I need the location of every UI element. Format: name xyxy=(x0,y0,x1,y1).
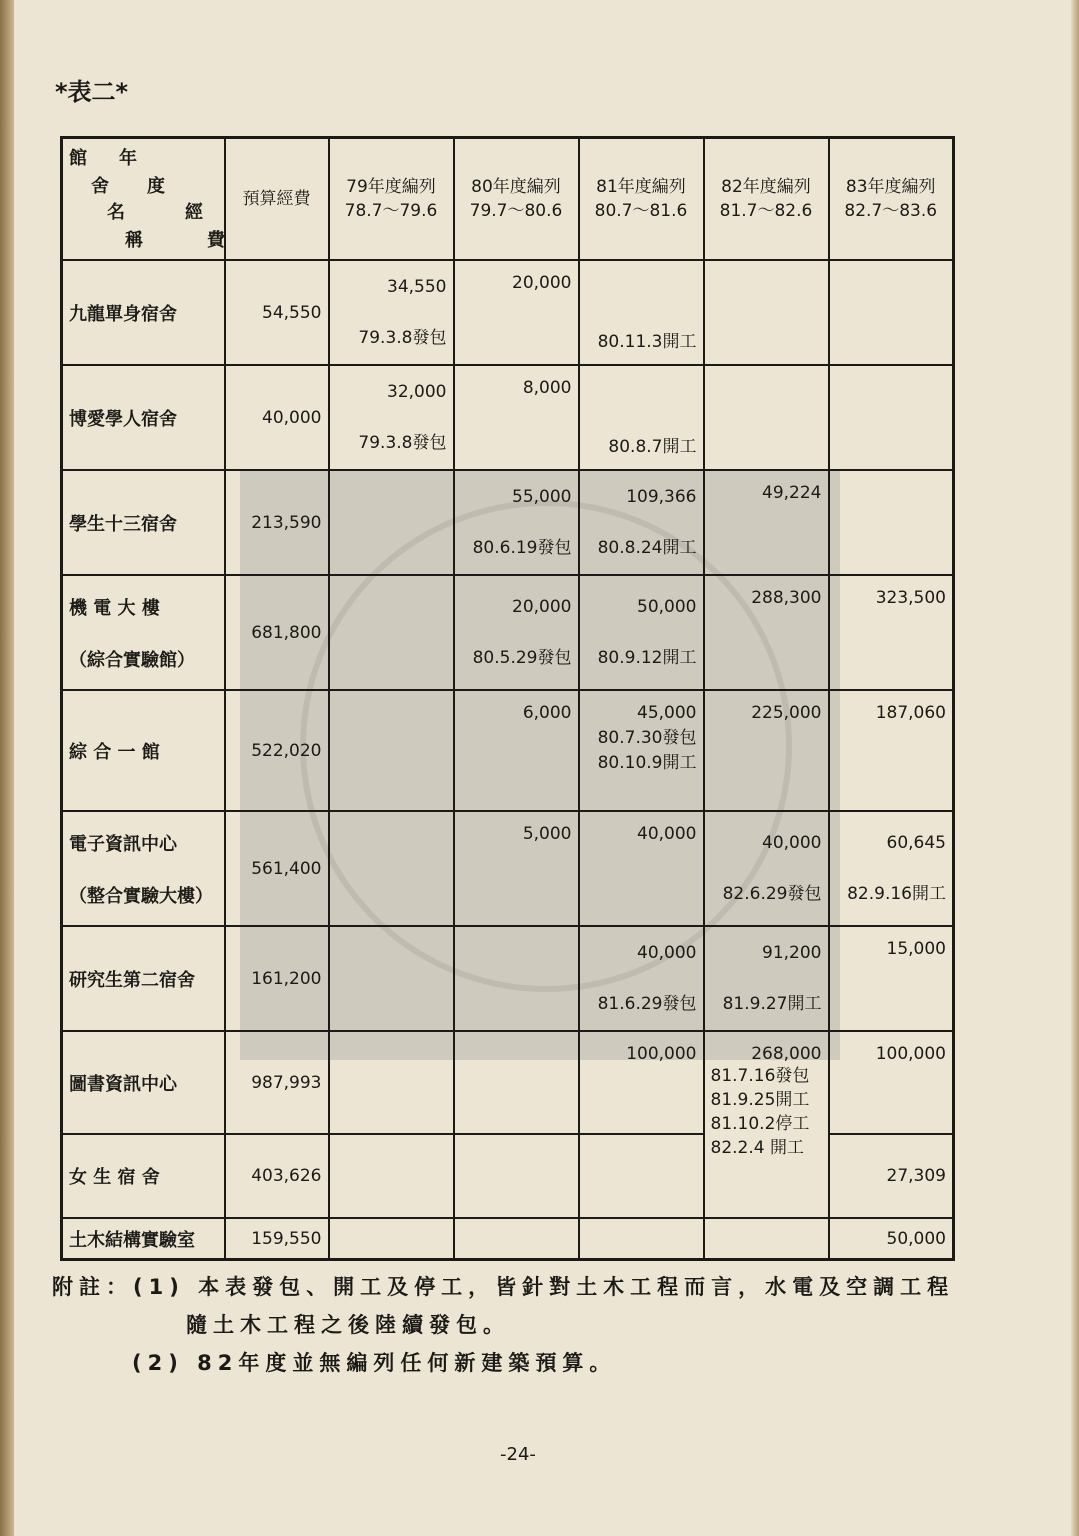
year-cell xyxy=(329,365,454,470)
year-cell xyxy=(454,470,579,575)
year-cell xyxy=(454,1134,579,1219)
milestone: 81.9.27開工 xyxy=(722,994,822,1015)
note-line-2: 隨土木工程之後陸續發包。 xyxy=(186,1313,510,1337)
milestone: 81.10.2停工 xyxy=(710,1114,810,1135)
amount: 268,000 xyxy=(751,1044,822,1065)
building-name: 土木結構實驗室 xyxy=(62,1218,225,1259)
building-name xyxy=(62,575,225,690)
year-cell xyxy=(704,926,829,1031)
building-name xyxy=(62,811,225,926)
year-cell xyxy=(829,1218,954,1259)
year-cell xyxy=(579,365,704,470)
milestone: 81.7.16發包 xyxy=(710,1066,810,1087)
budget-header: 預算經費 xyxy=(225,138,329,261)
amount: 8,000 xyxy=(522,378,572,399)
budget-cell: 161,200 xyxy=(225,926,329,1031)
milestone: 81.6.29發包 xyxy=(597,994,697,1015)
corner-char: 度 xyxy=(147,176,165,197)
amount: 45,000 xyxy=(637,703,697,724)
amount: 187,060 xyxy=(875,703,946,724)
year-cell xyxy=(329,575,454,690)
table-row xyxy=(62,1218,954,1259)
year-cell xyxy=(704,1218,829,1259)
year-cell xyxy=(329,1218,454,1259)
building-name-line1: 電子資訊中心 xyxy=(69,833,177,855)
year-cell xyxy=(829,260,954,365)
amount: 20,000 xyxy=(512,273,572,293)
amount: 34,550 xyxy=(387,277,447,298)
corner-header xyxy=(62,138,225,261)
building-name: 女 生 宿 舍 xyxy=(62,1134,225,1219)
amount: 50,000 xyxy=(637,597,697,618)
footnotes xyxy=(52,1268,954,1382)
year-label: 83年度編列 xyxy=(845,177,936,197)
amount: 109,366 xyxy=(626,487,697,508)
year-cell xyxy=(329,1134,454,1219)
year-cell xyxy=(454,926,579,1031)
year-cell xyxy=(829,811,954,926)
amount: 32,000 xyxy=(387,382,447,403)
year-cell xyxy=(579,1134,704,1219)
building-name: 綜 合 一 館 xyxy=(62,690,225,811)
table-row xyxy=(62,1031,954,1134)
corner-char: 費 xyxy=(207,230,225,251)
year-header xyxy=(454,138,579,261)
amount: 40,000 xyxy=(637,943,697,964)
amount: 323,500 xyxy=(875,588,946,609)
year-cell xyxy=(454,811,579,926)
corner-char: 名 xyxy=(107,202,125,223)
year-cell xyxy=(329,260,454,365)
year-cell xyxy=(579,926,704,1031)
year-cell xyxy=(704,260,829,365)
year-range: 81.7～82.6 xyxy=(719,201,813,221)
amount: 27,309 xyxy=(886,1166,946,1187)
binding-spine xyxy=(0,0,14,1536)
year-range: 78.7～79.6 xyxy=(344,201,438,221)
budget-cell: 159,550 xyxy=(225,1218,329,1259)
year-cell xyxy=(579,811,704,926)
year-range: 80.7～81.6 xyxy=(594,201,688,221)
year-cell xyxy=(829,690,954,811)
table-title: *表二* xyxy=(55,78,129,106)
building-name-line2: （綜合實驗館） xyxy=(69,649,195,671)
note-line-3: (2) 82年度並無編列任何新建築預算。 xyxy=(132,1351,617,1375)
corner-char: 舍 xyxy=(91,176,109,197)
corner-char: 經 xyxy=(185,202,203,223)
year-header xyxy=(329,138,454,261)
year-cell xyxy=(329,811,454,926)
table-row xyxy=(62,926,954,1031)
year-cell xyxy=(454,1218,579,1259)
year-cell xyxy=(829,575,954,690)
amount: 55,000 xyxy=(512,487,572,508)
milestone: 80.6.19發包 xyxy=(472,538,572,559)
year-cell xyxy=(829,365,954,470)
year-cell xyxy=(579,575,704,690)
year-label: 80年度編列 xyxy=(471,177,561,197)
milestone: 80.10.9開工 xyxy=(597,753,697,774)
year-cell xyxy=(579,1218,704,1259)
year-cell xyxy=(579,470,704,575)
amount: 288,300 xyxy=(751,588,822,609)
budget-cell: 681,800 xyxy=(225,575,329,690)
amount: 40,000 xyxy=(637,824,697,845)
amount: 15,000 xyxy=(886,939,946,960)
amount: 100,000 xyxy=(875,1044,946,1065)
budget-cell: 987,993 xyxy=(225,1031,329,1134)
year-cell xyxy=(454,1031,579,1134)
year-cell xyxy=(579,1031,704,1134)
year-cell xyxy=(329,1031,454,1134)
corner-char: 館 xyxy=(69,148,87,169)
year-label: 81年度編列 xyxy=(596,177,686,197)
amount: 6,000 xyxy=(522,703,572,724)
milestone: 80.11.3開工 xyxy=(597,332,697,353)
milestone: 80.8.24開工 xyxy=(597,538,697,559)
header-row xyxy=(62,138,954,261)
building-name: 研究生第二宿舍 xyxy=(62,926,225,1031)
building-name: 學生十三宿舍 xyxy=(62,470,225,575)
note-line-1: 附註：(1) 本表發包、開工及停工，皆針對土木工程而言，水電及空調工程 xyxy=(52,1275,955,1299)
milestone: 80.8.7開工 xyxy=(608,437,697,458)
building-name: 博愛學人宿舍 xyxy=(62,365,225,470)
year-label: 82年度編列 xyxy=(721,177,811,197)
milestone: 82.9.16開工 xyxy=(847,884,946,905)
table-row xyxy=(62,811,954,926)
year-header xyxy=(579,138,704,261)
budget-table xyxy=(60,136,955,1261)
year-cell xyxy=(829,926,954,1031)
amount: 50,000 xyxy=(886,1228,946,1249)
building-name-line1: 機 電 大 樓 xyxy=(69,597,160,619)
budget-cell: 561,400 xyxy=(225,811,329,926)
year-cell xyxy=(829,470,954,575)
year-cell xyxy=(454,575,579,690)
year-cell xyxy=(704,690,829,811)
year-cell xyxy=(454,690,579,811)
table-row xyxy=(62,690,954,811)
amount: 40,000 xyxy=(762,833,822,854)
year-cell xyxy=(579,690,704,811)
year-cell xyxy=(329,926,454,1031)
budget-cell: 54,550 xyxy=(225,260,329,365)
amount: 5,000 xyxy=(522,824,572,845)
year-cell xyxy=(829,1134,954,1219)
milestone: 79.3.8發包 xyxy=(358,328,447,349)
building-name: 九龍單身宿舍 xyxy=(62,260,225,365)
year-cell xyxy=(454,260,579,365)
milestone: 80.9.12開工 xyxy=(597,648,697,669)
table-row xyxy=(62,260,954,365)
table-row xyxy=(62,365,954,470)
year-range: 79.7～80.6 xyxy=(469,201,563,221)
year-header xyxy=(704,138,829,261)
corner-char: 稱 xyxy=(125,230,143,251)
milestone: 82.6.29發包 xyxy=(722,884,822,905)
milestone: 79.3.8發包 xyxy=(358,433,447,454)
milestone: 80.7.30發包 xyxy=(597,728,697,749)
milestone: 82.2.4 開工 xyxy=(710,1138,804,1159)
year-cell xyxy=(704,575,829,690)
budget-cell: 522,020 xyxy=(225,690,329,811)
year-header xyxy=(829,138,954,261)
year-cell xyxy=(704,811,829,926)
year-cell xyxy=(454,365,579,470)
building-name: 圖書資訊中心 xyxy=(62,1031,225,1134)
budget-cell: 403,626 xyxy=(225,1134,329,1219)
budget-cell: 40,000 xyxy=(225,365,329,470)
year-cell xyxy=(704,1031,829,1218)
year-cell xyxy=(829,1031,954,1134)
corner-char: 年 xyxy=(119,148,137,169)
year-cell xyxy=(704,470,829,575)
year-cell xyxy=(704,365,829,470)
amount: 60,645 xyxy=(886,833,946,854)
year-cell xyxy=(329,470,454,575)
year-cell xyxy=(579,260,704,365)
budget-cell: 213,590 xyxy=(225,470,329,575)
year-range: 82.7～83.6 xyxy=(844,201,938,221)
milestone: 81.9.25開工 xyxy=(710,1090,810,1111)
year-label: 79年度編列 xyxy=(346,177,436,197)
amount: 91,200 xyxy=(762,943,822,964)
amount: 49,224 xyxy=(762,483,822,504)
milestone: 80.5.29發包 xyxy=(472,648,572,669)
amount: 100,000 xyxy=(626,1044,697,1065)
table-row xyxy=(62,575,954,690)
table-row xyxy=(62,470,954,575)
building-name-line2: （整合實驗大樓） xyxy=(69,885,213,907)
amount: 225,000 xyxy=(751,703,822,724)
amount: 20,000 xyxy=(512,597,572,618)
page-edge xyxy=(1071,0,1079,1536)
page-number: -24- xyxy=(500,1444,536,1465)
year-cell xyxy=(329,690,454,811)
